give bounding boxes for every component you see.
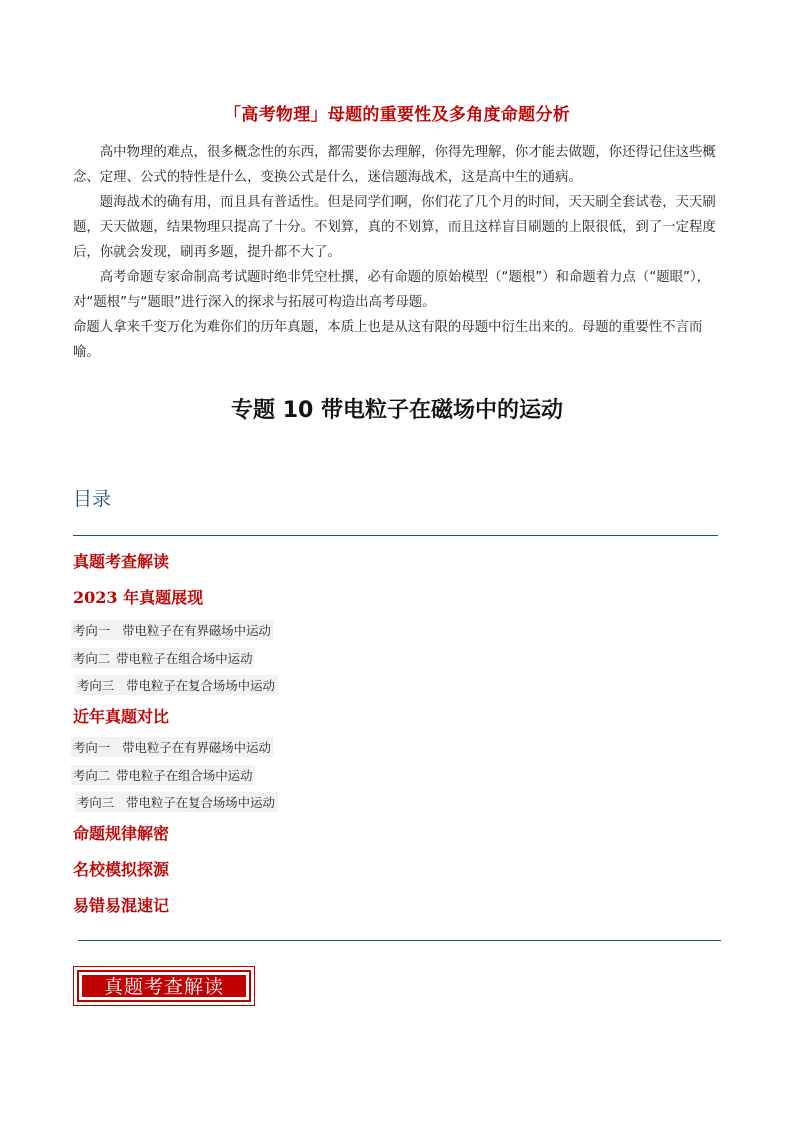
intro-paragraph: 题海战术的确有用，而且具有普适性。但是同学们啊，你们花了几个月的时间，天天刷全套试卷，天天刷题，天天做题，结果物理只提高了十分。不划算，真的不划算，而且这样盲目刷题的上限很低，到了一定程度后，你就会发现，刷再多题，提升都不大了。 [73,195,716,260]
toc-item-number: 考向三 [77,678,115,693]
toc-heading: 目录 [73,488,112,510]
section-banner [73,966,255,1006]
toc-item-recent-direction-2[interactable] [71,765,255,785]
toc-item-number: 考向三 [77,795,115,810]
section-banner-frame [77,970,251,1002]
toc-item-number: 考向一 [73,623,111,638]
intro-paragraph: 命题人拿来千变万化为难你们的历年真题，本质上也是从这有限的母题中衍生出来的。母题的重要性不言而喻。 [73,320,703,360]
toc-item-number: 考向一 [73,740,111,755]
document-title: 「高考物理」母题的重要性及多角度命题分析 [224,105,570,125]
toc-section-exam-analysis[interactable]: 真题考查解读 [73,552,170,571]
intro-paragraph: 高中物理的难点，很多概念性的东西，都需要你去理解，你得先理解，你才能去做题，你还得记住这些概念、定理、公式的特性是什么，变换公式是什么，迷信题海战术，这是高中生的通病。 [73,145,716,185]
intro-paragraph: 高考命题专家命制高考试题时绝非凭空杜撰，必有命题的原始模型（“题根”）和命题着力点（“题眼”），对“题根”与“题眼”进行深入的探求与拓展可构造出高考母题。 [73,270,711,310]
toc-bottom-divider [78,940,721,941]
toc-item-2023-direction-1[interactable] [71,620,274,640]
toc-section-2023-questions[interactable]: 2023 年真题展现 [73,588,204,607]
toc-item-number: 考向二 [73,768,111,783]
toc-item-label: 带电粒子在复合场场中运动 [126,678,275,693]
toc-item-label: 带电粒子在组合场中运动 [116,651,253,666]
toc-item-label: 带电粒子在有界磁场中运动 [122,740,271,755]
toc-item-number: 考向二 [73,651,111,666]
toc-section-pattern-decoding[interactable]: 命题规律解密 [73,824,170,843]
topic-title: 专题 10 带电粒子在磁场中的运动 [231,398,563,423]
toc-item-label: 带电粒子在组合场中运动 [116,768,253,783]
toc-item-2023-direction-2[interactable] [71,648,255,668]
intro-text [73,140,725,365]
toc-section-common-mistakes[interactable]: 易错易混速记 [73,896,170,915]
toc-item-recent-direction-1[interactable] [71,737,274,757]
toc-top-divider [73,535,718,536]
toc-section-recent-comparison[interactable]: 近年真题对比 [73,707,170,726]
section-banner-label: 真题考查解读 [82,975,246,997]
toc-item-label: 带电粒子在有界磁场中运动 [122,623,271,638]
toc-section-mock-exam-sources[interactable]: 名校模拟探源 [73,860,170,879]
toc-item-label: 带电粒子在复合场场中运动 [126,795,275,810]
toc-item-2023-direction-3[interactable] [75,675,278,695]
toc-item-recent-direction-3[interactable] [75,792,278,812]
